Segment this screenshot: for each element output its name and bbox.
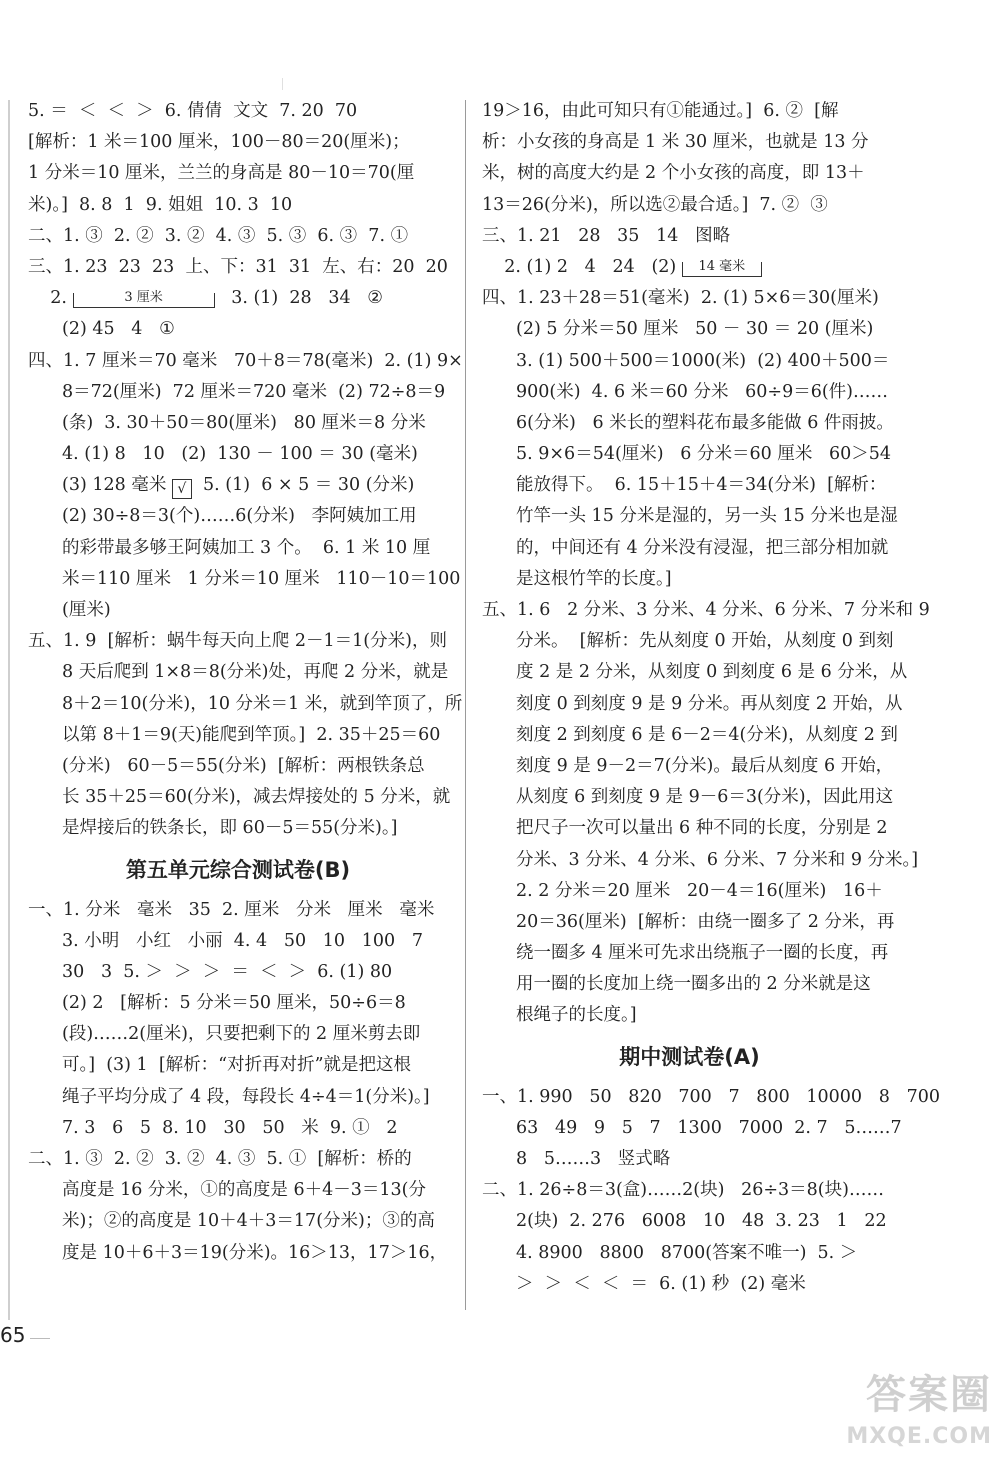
answer-line: 8 天后爬到 1×8＝8(分米)处，再爬 2 分米，就是 bbox=[62, 662, 449, 683]
answer-line: 30 3 5. ＞ ＞ ＞ ＝ ＜ ＞ 6. (1) 80 bbox=[62, 961, 393, 982]
answer-line: 刻度 9 是 9－2＝7(分米)。最后从刻度 6 开始， bbox=[516, 755, 894, 776]
answer-line: 五、1. 9 [解析：蜗牛每天向上爬 2－1＝1(分米)，则 bbox=[28, 631, 447, 652]
answer-line: 度 2 是 2 分米，从刻度 0 到刻度 6 是 6 分米，从 bbox=[516, 662, 908, 683]
answer-line: 63 49 9 5 7 1300 7000 2. 7 5……7 bbox=[516, 1117, 902, 1138]
answer-line: 2(块) 2. 276 6008 10 48 3. 23 1 22 bbox=[516, 1211, 887, 1232]
answer-line: 4. (1) 8 10 (2) 130 － 100 ＝ 30 (毫米) bbox=[62, 444, 418, 465]
answer-line: 竹竿一头 15 分米是湿的，另一头 15 分米也是湿 bbox=[516, 506, 898, 527]
answer-line: 5. ＝ ＜ ＜ ＞ 6. 倩倩 文文 7. 20 70 bbox=[28, 101, 358, 121]
answer-line: ＞ ＞ ＜ ＜ ＝ 6. (1) 秒 (2) 毫米 bbox=[516, 1273, 806, 1294]
answer-line: 3. (1) 500＋500＝1000(米) (2) 400＋500＝ bbox=[516, 350, 890, 371]
answer-line: 2. 2 分米＝20 厘米 20－4＝16(厘米) 16＋ bbox=[516, 880, 883, 901]
answer-line: 米，树的高度大约是 2 个小女孩的高度，即 13＋ bbox=[482, 163, 865, 184]
answer-line: 的彩带最多够王阿姨加工 3 个。 6. 1 米 10 厘 bbox=[62, 537, 431, 558]
page-margin-line bbox=[8, 100, 10, 1320]
answer-line: 4. 8900 8800 8700(答案不唯一) 5. ＞ bbox=[516, 1242, 858, 1263]
answer-line: 用一圈的长度加上绕一圈多出的 2 分米就是这 bbox=[516, 974, 871, 995]
answer-line: 的，中间还有 4 分米没有浸湿，把三部分相加就 bbox=[516, 537, 889, 558]
page-number: 65 bbox=[0, 1323, 26, 1347]
answer-line: 5. 9×6＝54(厘米) 6 分米＝60 厘米 60＞54 bbox=[516, 444, 892, 465]
answer-line: 分米。 [解析：先从刻度 0 开始，从刻度 0 到刻 bbox=[516, 631, 894, 652]
answer-line: 分米、3 分米、4 分米、6 分米、7 分米和 9 分米。] bbox=[516, 849, 919, 870]
watermark bbox=[812, 1368, 992, 1468]
answer-line: (厘米) bbox=[62, 600, 111, 620]
right-column bbox=[482, 96, 940, 1300]
answer-line: 以第 8＋1＝9(天)能爬到竿顶。] 2. 35＋25＝60 bbox=[62, 724, 441, 745]
answer-line: 析：小女孩的身高是 1 米 30 厘米，也就是 13 分 bbox=[482, 132, 869, 153]
answer-line: [解析：1 米＝100 厘米，100－80＝20(厘米)； bbox=[28, 132, 410, 153]
answer-text: 5. (1) 6 × 5 ＝ 30 (分米) bbox=[191, 475, 415, 496]
answer-line: 900(米) 4. 6 米＝60 分米 60÷9＝6(件)…… bbox=[516, 381, 889, 402]
answer-line: 四、1. 7 厘米＝70 毫米 70＋8＝78(毫米) 2. (1) 9× bbox=[28, 350, 463, 371]
answer-line: (2) 2 [解析：5 分米＝50 厘米，50÷6＝8 bbox=[62, 993, 406, 1014]
answer-line: 刻度 2 到刻度 6 是 6－2＝4(分米)，从刻度 2 到 bbox=[516, 724, 898, 745]
answer-line: 19＞16，由此可知只有①能通过。] 6. ② [解 bbox=[482, 101, 839, 121]
answer-line: 度是 10＋6＋3＝19(分米)。16＞13，17＞16， bbox=[62, 1242, 448, 1263]
page-number-rule bbox=[30, 1338, 50, 1339]
answer-line: 米)。] 8. 8 1 9. 姐姐 10. 3 10 bbox=[28, 194, 293, 215]
answer-line: 五、1. 6 2 分米、3 分米、4 分米、6 分米、7 分米和 9 bbox=[482, 600, 930, 620]
answer-line-with-ruler bbox=[28, 283, 448, 314]
answer-line: 四、1. 23＋28＝51(毫米) 2. (1) 5×6＝30(厘米) bbox=[482, 288, 879, 309]
answer-line: (分米) 60－5＝55(分米) [解析：两根铁条总 bbox=[62, 755, 425, 776]
answer-line: 是这根竹竿的长度。] bbox=[516, 568, 672, 589]
answer-line: 8＝72(厘米) 72 厘米＝720 毫米 (2) 72÷8＝9 bbox=[62, 381, 446, 402]
watermark-url: MXQE.COM bbox=[846, 1424, 992, 1449]
answer-line-with-checkbox bbox=[28, 470, 448, 501]
answer-text: 3. (1) 28 34 ② bbox=[214, 288, 383, 309]
answer-text: 2. bbox=[28, 288, 73, 309]
answer-line: 可。] (3) 1 [解析：“对折再对折”就是把这根 bbox=[62, 1055, 412, 1076]
ruler-drawing: 3 厘米 bbox=[73, 293, 215, 308]
answer-line: 3. 小明 小红 小丽 4. 4 50 10 100 7 bbox=[62, 930, 423, 951]
answer-line: 一、1. 分米 毫米 35 2. 厘米 分米 厘米 毫米 bbox=[28, 899, 435, 920]
column-divider bbox=[465, 100, 466, 1310]
answer-line: (2) 45 4 ① bbox=[62, 319, 175, 340]
answer-line: 米)；②的高度是 10＋4＋3＝17(分米)；③的高 bbox=[62, 1211, 435, 1232]
answer-line: 8＋2＝10(分米)，10 分米＝1 米，就到竿顶了，所 bbox=[62, 693, 463, 714]
answer-line: 一、1. 990 50 820 700 7 800 10000 8 700 bbox=[482, 1086, 940, 1107]
check-mark-box: √ bbox=[172, 479, 192, 499]
answer-line: 二、1. ③ 2. ② 3. ② 4. ③ 5. ① [解析：桥的 bbox=[28, 1149, 412, 1169]
answer-line: 1 分米＝10 厘米，兰兰的身高是 80－10＝70(厘 bbox=[28, 163, 415, 184]
answer-line: 刻度 0 到刻度 9 是 9 分米。再从刻度 2 开始，从 bbox=[516, 693, 903, 714]
answer-line: 绳子平均分成了 4 段，每段长 4÷4＝1(分米)。] bbox=[62, 1086, 430, 1107]
print-mark bbox=[282, 78, 283, 90]
answer-line: 高度是 16 分米，①的高度是 6＋4－3＝13(分 bbox=[62, 1180, 426, 1201]
answer-line: 6(分米) 6 米长的塑料花布最多能做 6 件雨披。 bbox=[516, 412, 894, 433]
answer-line: 二、1. ③ 2. ② 3. ② 4. ③ 5. ③ 6. ③ 7. ① bbox=[28, 225, 409, 246]
answer-line: 根绳子的长度。] bbox=[516, 1005, 637, 1026]
answer-line: 7. 3 6 5 8. 10 30 50 米 9. ① 2 bbox=[62, 1117, 398, 1138]
answer-line: 长 35＋25＝60(分米)，减去焊接处的 5 分米，就 bbox=[62, 787, 451, 808]
answer-line: (段)……2(厘米)，只要把剩下的 2 厘米剪去即 bbox=[62, 1024, 421, 1045]
section-title: 第五单元综合测试卷(B) bbox=[125, 857, 351, 882]
answer-line: (2) 5 分米＝50 厘米 50 － 30 ＝ 20 (厘米) bbox=[516, 319, 874, 340]
answer-line: 二、1. 26÷8＝3(盒)……2(块) 26÷3＝8(块)…… bbox=[482, 1180, 884, 1201]
watermark-logo-text: 答案圈 bbox=[866, 1372, 992, 1418]
ruler-drawing: 14 毫米 bbox=[682, 262, 762, 277]
left-column bbox=[28, 96, 463, 1269]
answer-line: 三、1. 21 28 35 14 图略 bbox=[482, 225, 731, 246]
answer-line: 20＝36(厘米) [解析：由绕一圈多了 2 分米，再 bbox=[516, 911, 895, 932]
answer-line: 米＝110 厘米 1 分米＝10 厘米 110－10＝100 bbox=[62, 568, 461, 589]
answer-text: 2. (1) 2 4 24 (2) bbox=[482, 256, 682, 277]
answer-line: 从刻度 6 到刻度 9 是 9－6＝3(分米)，因此用这 bbox=[516, 787, 894, 808]
answer-line: 把尺子一次可以量出 6 种不同的长度，分别是 2 bbox=[516, 818, 888, 839]
answer-line: (条) 3. 30＋50＝80(厘米) 80 厘米＝8 分米 bbox=[62, 412, 426, 433]
answer-text: (3) 128 毫米 bbox=[62, 475, 172, 496]
section-title: 期中测试卷(A) bbox=[619, 1044, 760, 1069]
answer-line: 能放得下。 6. 15＋15＋4＝34(分米) [解析： bbox=[516, 475, 887, 496]
answer-line: 13＝26(分米)，所以选②最合适。] 7. ② ③ bbox=[482, 194, 828, 215]
answer-line: 是焊接后的铁条长，即 60－5＝55(分米)。] bbox=[62, 818, 398, 839]
answer-line: (2) 30÷8＝3(个)……6(分米) 李阿姨加工用 bbox=[62, 506, 417, 527]
answer-line-with-ruler bbox=[482, 252, 897, 283]
answer-line: 绕一圈多 4 厘米可先求出绕瓶子一圈的长度，再 bbox=[516, 943, 889, 964]
answer-line: 三、1. 23 23 23 上、下：31 31 左、右：20 20 bbox=[28, 256, 448, 277]
answer-line: 8 5……3 竖式略 bbox=[516, 1149, 671, 1169]
